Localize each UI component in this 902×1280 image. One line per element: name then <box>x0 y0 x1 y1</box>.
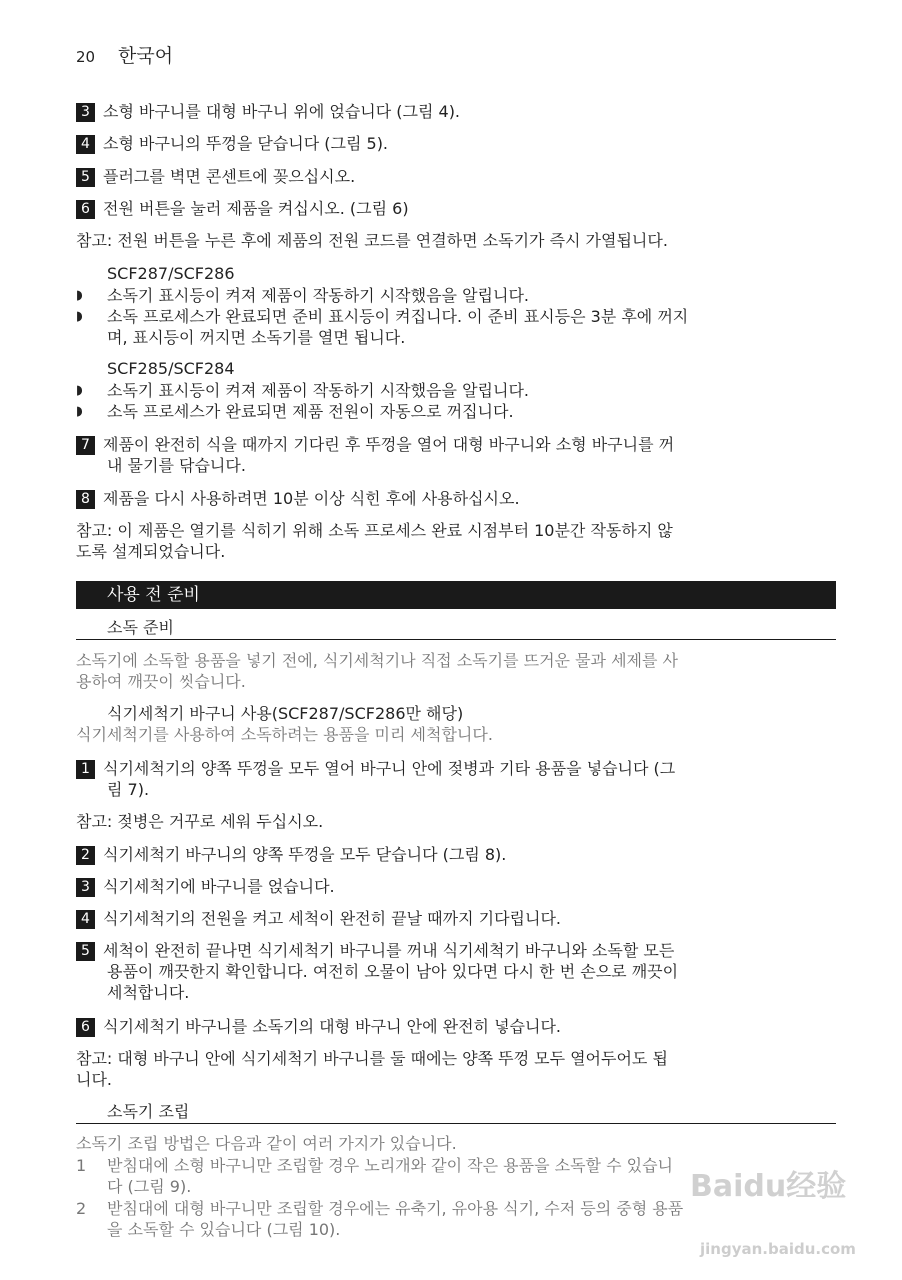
assembly-item-2: 2 받침대에 대형 바구니만 조립할 경우에는 유축기, 유아용 식기, 수저 등의 중형 용품 을 소독할 수 있습니다 (그림 10). <box>76 1199 684 1239</box>
subheading-sterilize-prep: 소독 준비 <box>76 617 836 640</box>
step-number: 8 <box>76 490 95 509</box>
step-text: 용품이 깨끗한지 확인합니다. 여전히 오물이 남아 있다면 다시 한 번 손으로 깨끗이 <box>107 962 679 981</box>
bullet-icon: ◗ <box>76 383 83 398</box>
step-text: 제품을 다시 사용하려면 10분 이상 식힌 후에 사용하십시오. <box>103 489 520 508</box>
page-number: 20 <box>76 48 96 66</box>
step-number: 3 <box>76 878 95 897</box>
bullet-icon: ◗ <box>76 288 83 303</box>
step-d4 <box>76 908 561 929</box>
step-text: 내 물기를 닦습니다. <box>107 456 246 475</box>
watermark-brand: Baidu经验 <box>690 1169 847 1204</box>
step-number: 5 <box>76 168 95 187</box>
language-heading: 한국어 <box>118 45 174 67</box>
assembly-item-1: 1 받침대에 소형 바구니만 조립할 경우 노리개와 같이 작은 용품을 소독할 수 있습니 다 (그림 9). <box>76 1156 673 1196</box>
section-title: 사용 전 준비 <box>107 585 200 605</box>
step-4 <box>76 133 388 154</box>
step-text: 플러그를 벽면 콘센트에 꽂으십시오. <box>103 167 356 186</box>
step-number: 4 <box>76 135 95 154</box>
step-text: 식기세척기의 양쪽 뚜껑을 모두 열어 바구니 안에 젖병과 기타 용품을 넣습니다 (그 <box>103 759 676 778</box>
step-text: 소형 바구니를 대형 바구니 위에 얹습니다 (그림 4). <box>103 102 461 121</box>
bullet-item: ◗ 소독기 표시등이 켜져 제품이 작동하기 시작했음을 알립니다. <box>76 381 530 400</box>
step-6 <box>76 198 409 219</box>
bullet-icon: ◗ <box>76 309 83 324</box>
note-power: 참고: 전원 버튼을 누른 후에 제품의 전원 코드를 연결하면 소독기가 즉시 가열됩니다. <box>76 231 668 250</box>
step-number: 6 <box>76 200 95 219</box>
section-title-bar <box>76 581 836 609</box>
step-number: 4 <box>76 910 95 929</box>
item-number: 2 <box>76 1199 87 1218</box>
bold-heading-dishwasher-basket: 식기세척기 바구니 사용(SCF287/SCF286만 해당) <box>107 704 464 723</box>
dishwasher-intro: 식기세척기를 사용하여 소독하려는 용품을 미리 세척합니다. <box>76 725 493 744</box>
note-basket-lids: 참고: 대형 바구니 안에 식기세척기 바구니를 둘 때에는 양쪽 뚜껑 모두 열어두어도 됩 니다. <box>76 1049 668 1089</box>
step-number: 6 <box>76 1018 95 1037</box>
step-text: 세척이 완전히 끝나면 식기세척기 바구니를 꺼내 식기세척기 바구니와 소독할 모든 <box>103 941 675 960</box>
step-number: 7 <box>76 436 95 455</box>
step-text: 림 7). <box>107 780 150 799</box>
step-text: 식기세척기에 바구니를 얹습니다. <box>103 877 335 896</box>
step-d6 <box>76 1016 561 1037</box>
bullet-item: ◗ 소독 프로세스가 완료되면 준비 표시등이 켜집니다. 이 준비 표시등은 3분 후에 꺼지 며, 표시등이 꺼지면 소독기를 열면 됩니다. <box>76 307 689 347</box>
step-number: 1 <box>76 760 95 779</box>
model-title-scf287: SCF287/SCF286 <box>107 264 235 283</box>
step-text: 전원 버튼을 눌러 제품을 켜십시오. (그림 6) <box>103 199 409 218</box>
model-title-scf285: SCF285/SCF284 <box>107 359 235 378</box>
step-text: 식기세척기의 전원을 켜고 세척이 완전히 끝날 때까지 기다립니다. <box>103 909 562 928</box>
step-text: 식기세척기 바구니의 양쪽 뚜껑을 모두 닫습니다 (그림 8). <box>103 845 507 864</box>
intro-paragraph: 소독기에 소독할 용품을 넣기 전에, 식기세척기나 직접 소독기를 뜨거운 물과 세제를 사 용하여 깨끗이 씻습니다. <box>76 651 678 691</box>
note-bottles: 참고: 젖병은 거꾸로 세워 두십시오. <box>76 812 324 831</box>
item-number: 1 <box>76 1156 87 1175</box>
bullet-icon: ◗ <box>76 404 83 419</box>
step-number: 5 <box>76 942 95 961</box>
step-number: 3 <box>76 103 95 122</box>
note-cooldown: 참고: 이 제품은 열기를 식히기 위해 소독 프로세스 완료 시점부터 10분간 작동하지 않 도록 설계되었습니다. <box>76 521 673 561</box>
step-d2 <box>76 844 506 865</box>
step-3 <box>76 101 460 122</box>
step-text: 식기세척기 바구니를 소독기의 대형 바구니 안에 완전히 넣습니다. <box>103 1017 562 1036</box>
bullet-item: ◗ 소독 프로세스가 완료되면 제품 전원이 자동으로 꺼집니다. <box>76 402 514 421</box>
step-d5 <box>76 940 678 1003</box>
assembly-intro: 소독기 조립 방법은 다음과 같이 여러 가지가 있습니다. <box>76 1134 457 1153</box>
watermark-url: jingyan.baidu.com <box>700 1240 856 1258</box>
step-7 <box>76 434 674 476</box>
subheading-assembly: 소독기 조립 <box>76 1101 836 1124</box>
step-text: 세척합니다. <box>107 983 190 1002</box>
bullet-item: ◗ 소독기 표시등이 켜져 제품이 작동하기 시작했음을 알립니다. <box>76 286 530 305</box>
step-text: 소형 바구니의 뚜껑을 닫습니다 (그림 5). <box>103 134 389 153</box>
step-number: 2 <box>76 846 95 865</box>
step-8 <box>76 488 520 509</box>
step-text: 제품이 완전히 식을 때까지 기다린 후 뚜껑을 열어 대형 바구니와 소형 바구니를 꺼 <box>103 435 675 454</box>
step-5 <box>76 166 355 187</box>
step-c1 <box>76 758 675 800</box>
step-d3 <box>76 876 335 897</box>
